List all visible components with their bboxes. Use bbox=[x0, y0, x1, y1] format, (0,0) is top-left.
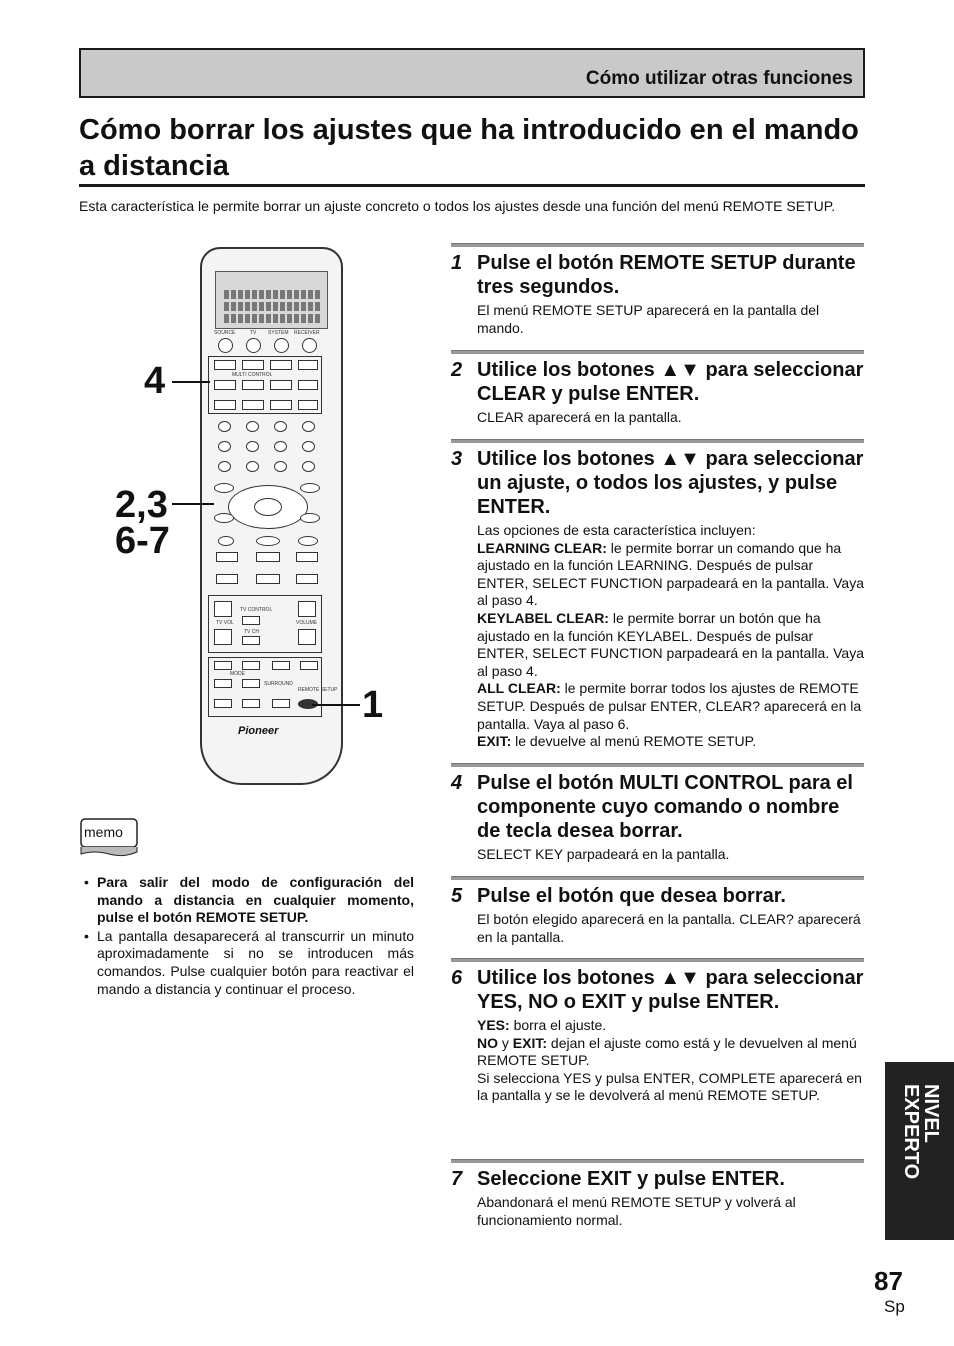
number-button bbox=[246, 461, 259, 472]
page-title: Cómo borrar los ajustes que ha introducido en el mando a distancia bbox=[79, 114, 859, 182]
multi-button bbox=[214, 360, 236, 370]
memo-label: memo bbox=[84, 824, 123, 840]
record-button bbox=[218, 536, 234, 546]
number-button bbox=[274, 421, 287, 432]
intro-text: Esta característica le permite borrar un ajuste concreto o todos los ajustes desde una función del menú REMOTE SETUP. bbox=[79, 198, 836, 214]
multi-button bbox=[270, 360, 292, 370]
remote-label-system: SYSTEM bbox=[268, 330, 289, 336]
number-button bbox=[246, 441, 259, 452]
remote-label-volume: VOLUME bbox=[296, 620, 318, 626]
audio-button bbox=[214, 513, 234, 523]
side-tab bbox=[885, 1062, 954, 1240]
step-3: 3 Utilice los botones ▲▼ para seleccionar un ajuste, o todos los ajustes, y pulse ENTER. Las opciones de esta característica incluyen: LEARNING CLEAR: le permite borrar un comando que ha ajustado en la función LEARNING. Después de pulsar ENTER, SELECT FUNCTION parpadeará en la pantalla. Vaya al paso 4. KEYLABEL CLEAR: le permite borrar un botón que ha ajustado en la función KEYLABEL. Después de pulsar ENTER, SELECT FUNCTION parpadeará en la pantalla. Vaya al paso 4. ALL CLEAR: le permite borrar todos los ajustes de REMOTE SETUP. Después de pulsar ENTER, CLEAR? aparecerá en la pantalla. Vaya al paso 6. EXIT: le devuelve al menú REMOTE SETUP. bbox=[451, 439, 864, 751]
callout-line bbox=[172, 381, 210, 383]
step-5: 5 Pulse el botón que desea borrar. El botón elegido aparecerá en la pantalla. CLEAR? aparecerá en la pantalla. bbox=[451, 876, 864, 946]
surround-button bbox=[272, 699, 290, 708]
remote-label-source: SOURCE bbox=[214, 330, 236, 336]
memo-notes bbox=[84, 874, 414, 999]
remote-label-tv: TV bbox=[250, 330, 257, 336]
surround-button bbox=[214, 699, 232, 708]
step-7: 7 Seleccione EXIT y pulse ENTER. Abandonará el menú REMOTE SETUP y volverá al funcionamiento normal. bbox=[451, 1159, 864, 1229]
remote-lcd-display bbox=[215, 271, 328, 329]
number-button bbox=[218, 461, 231, 472]
remote-label-tvvol: TV VOL bbox=[216, 620, 234, 626]
multi-button bbox=[214, 380, 236, 390]
rewind-button bbox=[216, 552, 238, 562]
pause-button bbox=[256, 536, 280, 546]
next-button bbox=[296, 574, 318, 584]
disp-mode-button bbox=[298, 536, 318, 546]
lcd-row bbox=[224, 314, 320, 323]
number-button bbox=[218, 441, 231, 452]
multi-button bbox=[270, 400, 292, 410]
remote-label-multi: MULTI CONTROL bbox=[232, 372, 273, 378]
note-item: • Para salir del modo de configuración del mando a distancia en cualquier momento, pulse el botón REMOTE SETUP. bbox=[84, 874, 414, 927]
callout-step-1: 1 bbox=[362, 684, 384, 726]
number-button bbox=[274, 461, 287, 472]
callout-step-2-3: 2,3 bbox=[115, 484, 168, 526]
receiver-power-button bbox=[302, 338, 317, 353]
page-number: 87 bbox=[874, 1266, 903, 1296]
callout-line bbox=[172, 503, 214, 505]
remote-label-surround: SURROUND bbox=[264, 681, 293, 687]
system-setup-button bbox=[214, 483, 234, 493]
tv-ch-up-button bbox=[242, 616, 260, 625]
step-4: 4 Pulse el botón MULTI CONTROL para el componente cuyo comando o nombre de tecla desea borrar. SELECT KEY parpadeará en la pantalla. bbox=[451, 763, 864, 864]
remote-label-tvch: TV CH bbox=[244, 629, 259, 635]
tv-power-button bbox=[246, 338, 261, 353]
number-button bbox=[274, 441, 287, 452]
multi-button bbox=[298, 380, 318, 390]
play-button bbox=[256, 552, 280, 562]
multi-button bbox=[242, 380, 264, 390]
multi-button bbox=[298, 400, 318, 410]
mode-left-button bbox=[214, 679, 232, 688]
tv-vol-up-button bbox=[214, 601, 232, 617]
tv-ch-down-button bbox=[242, 636, 260, 645]
mode-button bbox=[214, 661, 232, 670]
guide-button bbox=[300, 483, 320, 493]
pioneer-logo: Pioneer bbox=[238, 725, 279, 737]
prev-button bbox=[216, 574, 238, 584]
section-header bbox=[79, 48, 865, 98]
multi-button bbox=[270, 380, 292, 390]
volume-down-button bbox=[298, 629, 316, 645]
section-title: Cómo utilizar otras funciones bbox=[585, 68, 853, 89]
number-button bbox=[302, 461, 315, 472]
number-button bbox=[302, 441, 315, 452]
multi-button bbox=[298, 360, 318, 370]
mode-right-button bbox=[242, 679, 260, 688]
remote-label-receiver: RECEIVER bbox=[294, 330, 320, 336]
stop-button bbox=[256, 574, 280, 584]
enter-button bbox=[254, 498, 282, 516]
surround-button bbox=[242, 699, 260, 708]
remote-label-tvcontrol: TV CONTROL bbox=[240, 607, 273, 613]
number-button bbox=[218, 421, 231, 432]
remote-label-mode: MODE bbox=[230, 671, 245, 677]
title-divider bbox=[79, 184, 865, 187]
volume-up-button bbox=[298, 601, 316, 617]
step-2: 2 Utilice los botones ▲▼ para seleccionar CLEAR y pulse ENTER. CLEAR aparecerá en la pantalla. bbox=[451, 350, 864, 427]
mode-button bbox=[272, 661, 290, 670]
lcd-row bbox=[224, 290, 320, 299]
remote-label-remotesetup: REMOTE SETUP bbox=[298, 687, 338, 693]
multi-button bbox=[214, 400, 236, 410]
callout-step-4: 4 bbox=[144, 360, 166, 402]
lcd-row bbox=[224, 302, 320, 311]
step-6: 6 Utilice los botones ▲▼ para seleccionar YES, NO o EXIT y pulse ENTER. YES: borra el ajuste. NO y EXIT: dejan el ajuste como está y le devuelven al menú REMOTE SETUP. Si selecciona YES y pulsa ENTER, COMPLETE aparecerá en la pantalla y se le devolverá al menú REMOTE SETUP. bbox=[451, 958, 864, 1105]
mute-button bbox=[300, 661, 318, 670]
number-button bbox=[246, 421, 259, 432]
multi-button bbox=[242, 360, 264, 370]
note-item: • La pantalla desaparecerá al transcurrir un minuto aproximadamente si no se introducen más comandos. Pulse cualquier botón para reactivar el mando a distancia y continuar el proceso. bbox=[84, 928, 414, 998]
number-button bbox=[302, 421, 315, 432]
exit-button bbox=[300, 513, 320, 523]
source-power-button bbox=[218, 338, 233, 353]
mode-button bbox=[242, 661, 260, 670]
multi-button bbox=[242, 400, 264, 410]
step-1: 1 Pulse el botón REMOTE SETUP durante tres segundos. El menú REMOTE SETUP aparecerá en la pantalla del mando. bbox=[451, 243, 864, 337]
callout-line bbox=[312, 704, 360, 706]
page-language: Sp bbox=[884, 1297, 905, 1316]
system-off-button bbox=[274, 338, 289, 353]
tv-vol-down-button bbox=[214, 629, 232, 645]
forward-button bbox=[296, 552, 318, 562]
callout-step-6-7: 6-7 bbox=[115, 520, 170, 562]
side-tab-label: NIVEL EXPERTO bbox=[900, 1084, 942, 1180]
